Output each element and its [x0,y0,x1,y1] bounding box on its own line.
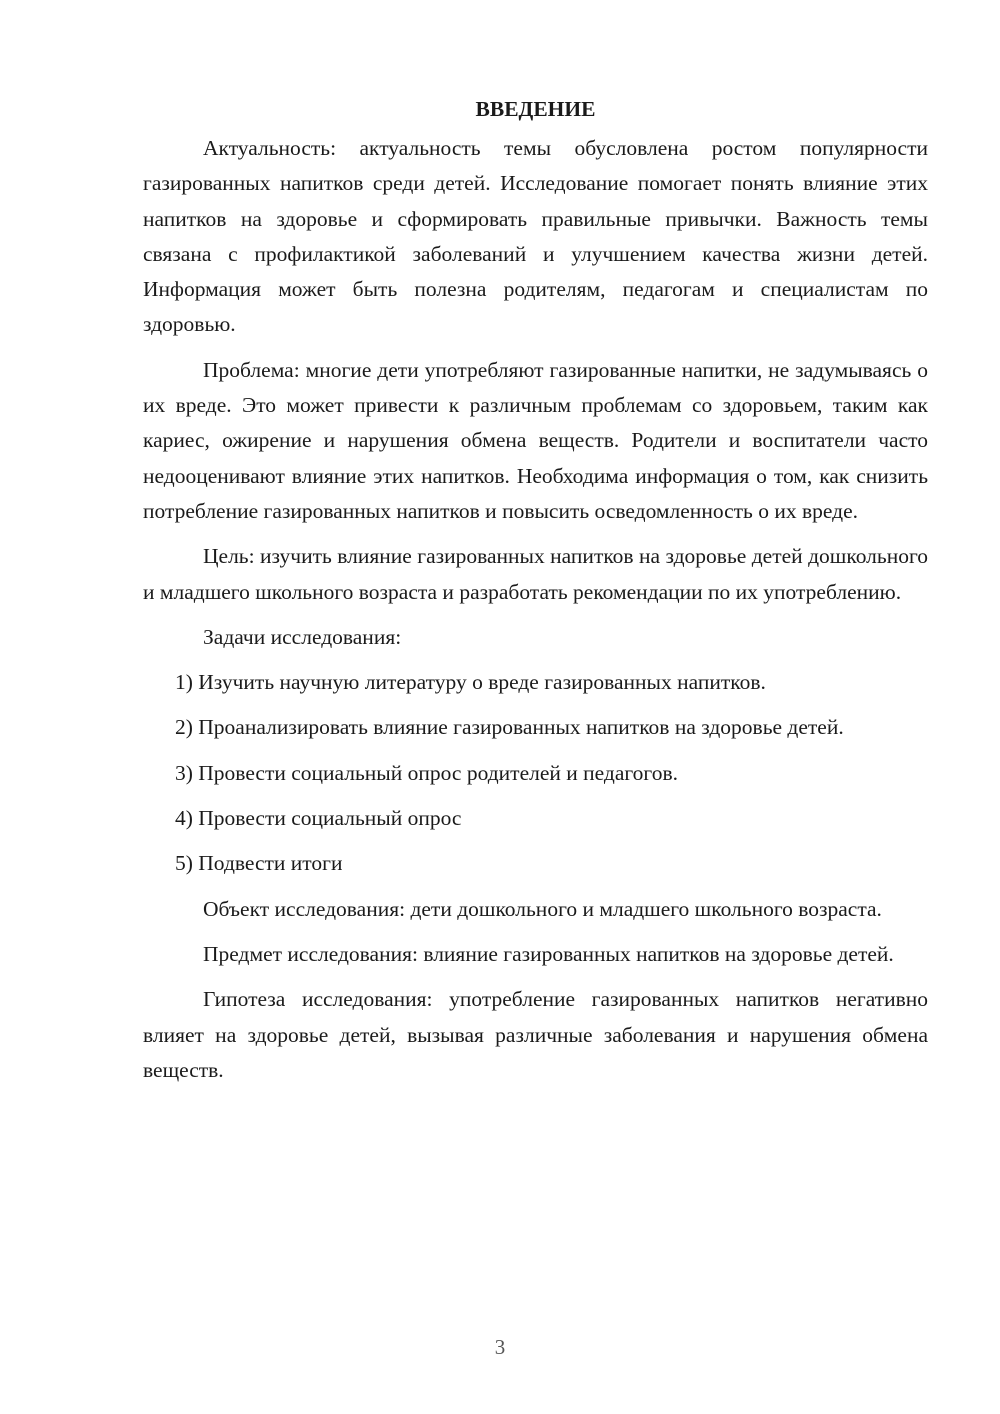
task-item-2: 2) Проанализировать влияние газированных напитков на здоровье детей. [175,715,844,740]
task-item-5: 5) Подвести итоги [175,851,343,876]
object-paragraph: Объект исследования: дети дошкольного и младшего школьного возраста. [203,896,882,921]
page-number: 3 [494,1335,506,1359]
hypothesis-paragraph: Гипотеза исследования: употребление газированных напитков негативно влияет на здоровье детей, вызывая различные заболевания и нарушения обмена веществ. [143,987,928,1082]
problem-paragraph: Проблема: многие дети употребляют газированные напитки, не задумываясь о их вреде. Это может привести к различным проблемам со здоровьем, таким как кариес, ожирение и нарушения обмена веществ. Родители и воспитатели часто недооценивают влияние этих напитков. Необходима информация о том, как снизить потребление газированных напитков и повысить осведомленность о их вреде. [143,357,928,523]
task-item-4: 4) Провести социальный опрос [175,806,462,831]
tasks-heading: Задачи исследования: [203,624,402,649]
subject-paragraph: Предмет исследования: влияние газированных напитков на здоровье детей. [203,941,894,966]
task-item-1: 1) Изучить научную литературу о вреде газированных напитков. [175,670,766,695]
task-item-3: 3) Провести социальный опрос родителей и педагогов. [175,760,678,785]
document-page [143,92,928,1088]
relevance-paragraph: Актуальность: актуальность темы обусловлена ростом популярности газированных напитков среди детей. Исследование помогает понять влияние этих напитков на здоровье и сформировать правильные привычки. Важность темы связана с профилактикой заболеваний и улучшением качества жизни детей. Информация может быть полезна родителям, педагогам и специалистам по здоровью. [143,136,928,337]
goal-paragraph: Цель: изучить влияние газированных напитков на здоровье детей дошкольного и младшего школьного возраста и разработать рекомендации по их употреблению. [143,544,928,604]
section-title: ВВЕДЕНИЕ [475,97,596,121]
